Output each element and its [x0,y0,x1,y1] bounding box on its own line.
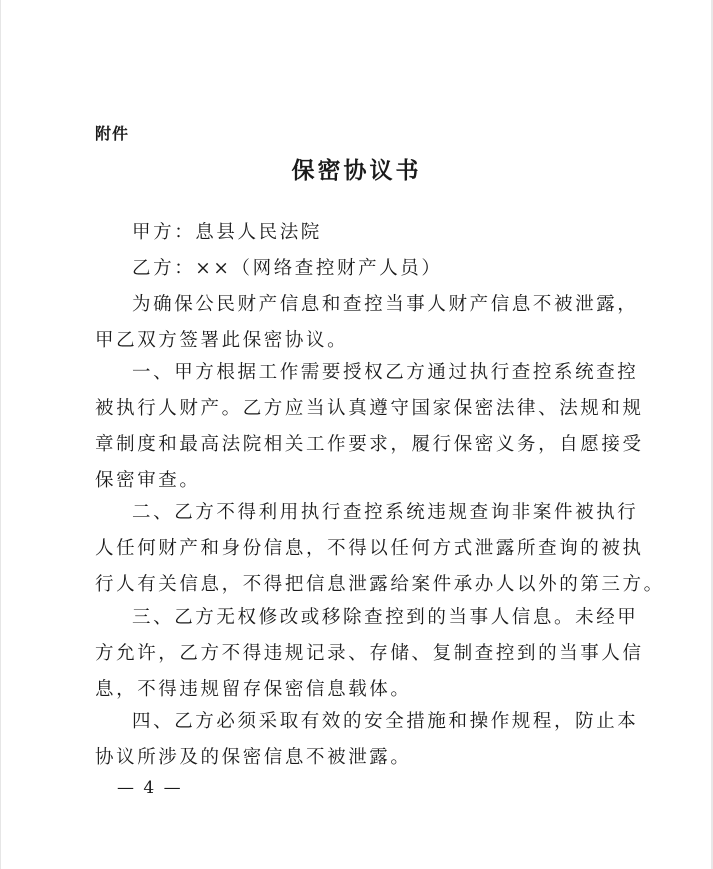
document-title: 保密协议书 [291,158,422,184]
paragraph-line: 一、甲方根据工作需要授权乙方通过执行查控系统查控 [132,362,639,383]
paragraph-clause-1 [95,355,644,499]
paragraph-line: 为确保公民财产信息和查控当事人财产信息不被泄露， [132,294,639,315]
paragraph-clause-3 [95,600,644,708]
paragraph-line: 四、乙方必须采取有效的安全措施和操作规程，防止本 [132,711,639,732]
party-a [95,215,620,251]
party-a-line: 甲方：息县人民法院 [132,222,322,243]
paragraph-preamble [95,287,639,359]
paragraph-line: 二、乙方不得利用执行查控系统违规查询非案件被执行 [132,502,639,523]
page-number: — 4 — [117,778,183,798]
paragraph-clause-4 [95,704,639,776]
paragraph-line: 行人有关信息，不得把信息泄露给案件承办人以外的第三方。 [95,574,665,595]
party-b-line: 乙方：××（网络查控财产人员） [132,258,443,279]
paragraph-line: 被执行人财产。乙方应当认真遵守国家保密法律、法规和规 [95,398,644,419]
paragraph-line: 人任何财产和身份信息，不得以任何方式泄露所查询的被执 [95,538,644,559]
paragraph-line: 甲乙双方签署此保密协议。 [95,330,349,351]
paragraph-line: 方允许，乙方不得违规记录、存储、复制查控到的当事人信 [95,643,644,664]
paragraph-clause-2 [95,495,665,603]
attachment-label: 附件 [95,124,130,143]
paragraph-line: 协议所涉及的保密信息不被泄露。 [95,747,412,768]
page-left-edge [0,0,1,869]
paragraph-line: 章制度和最高法院相关工作要求，履行保密义务，自愿接受 [95,434,644,455]
paragraph-line: 三、乙方无权修改或移除查控到的当事人信息。未经甲 [132,607,639,628]
paragraph-line: 保密审查。 [95,470,201,491]
party-b [95,251,620,287]
paragraph-line: 息，不得违规留存保密信息载体。 [95,679,412,700]
